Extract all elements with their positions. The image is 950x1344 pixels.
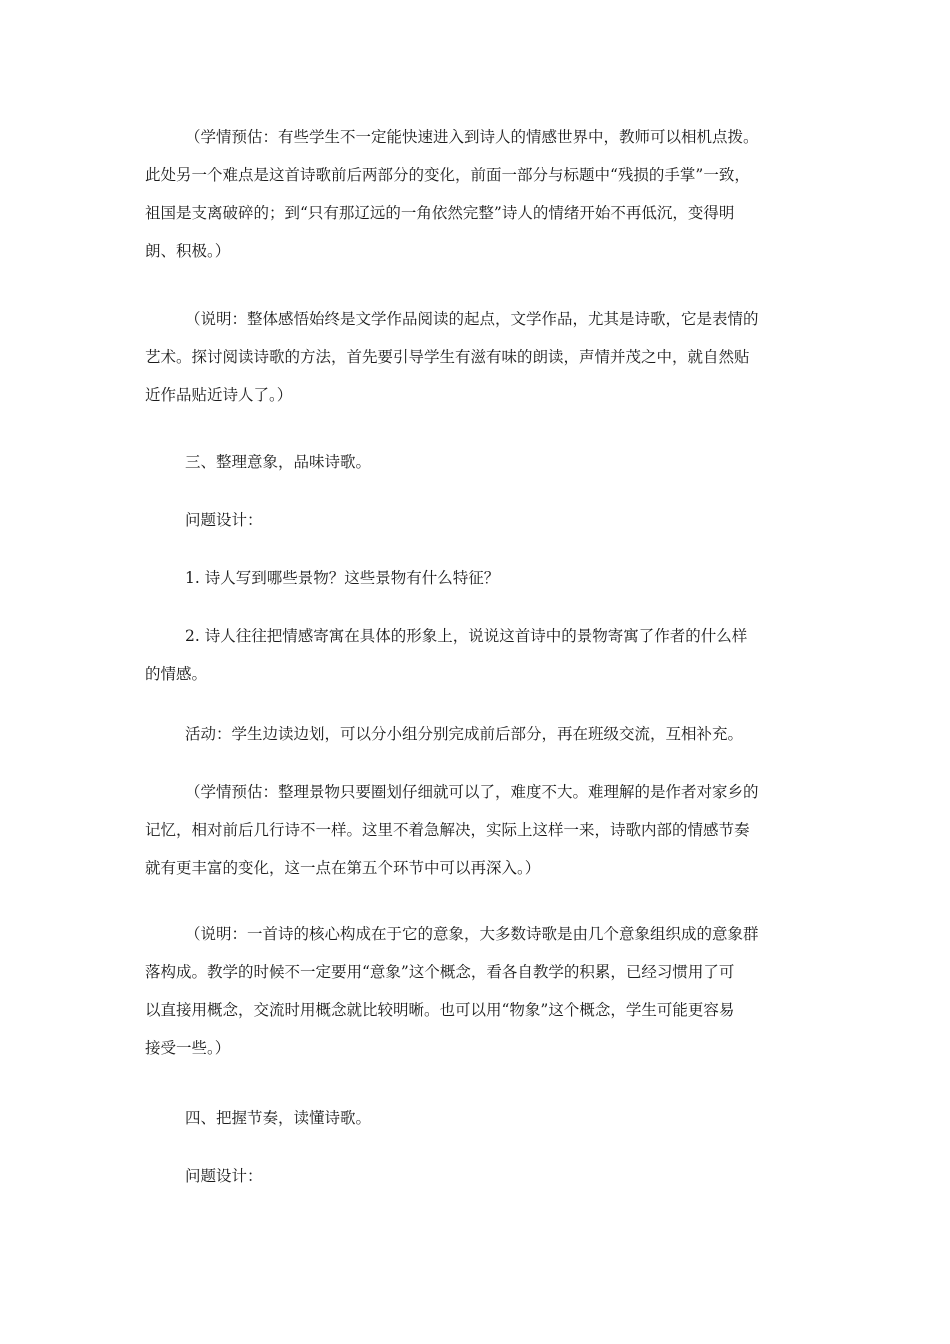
text-line: 问题设计： — [185, 511, 263, 529]
paragraph-note-1 — [145, 300, 805, 414]
section-heading-4 — [145, 1099, 805, 1137]
text-line: 问题设计： — [185, 1167, 263, 1185]
text-line: 祖国是支离破碎的；到“只有那辽远的一角依然完整”诗人的情绪开始不再低沉，变得明 — [145, 204, 735, 222]
question-item-1 — [145, 559, 805, 597]
paragraph-note-2 — [145, 915, 805, 1067]
text-line: 以直接用概念，交流时用概念就比较明晰。也可以用“物象”这个概念，学生可能更容易 — [145, 1001, 735, 1019]
question-design-label — [145, 501, 805, 539]
question-design-label-2 — [145, 1157, 805, 1195]
text-line: 记忆，相对前后几行诗不一样。这里不着急解决，实际上这样一来，诗歌内部的情感节奏 — [145, 821, 750, 839]
text-line: 2. 诗人往往把情感寄寓在具体的形象上，说说这首诗中的景物寄寓了作者的什么样 — [185, 627, 748, 645]
paragraph-study-estimate-2 — [145, 773, 805, 887]
text-line: 就有更丰富的变化，这一点在第五个环节中可以再深入。） — [145, 859, 541, 877]
text-line: 艺术。探讨阅读诗歌的方法，首先要引导学生有滋有味的朗读，声情并茂之中，就自然贴 — [145, 348, 750, 366]
text-line: （学情预估：整理景物只要圈划仔细就可以了，难度不大。难理解的是作者对家乡的 — [185, 783, 759, 801]
text-line: （说明：整体感悟始终是文学作品阅读的起点，文学作品，尤其是诗歌，它是表情的 — [185, 310, 759, 328]
text-line: 三、整理意象，品味诗歌。 — [185, 453, 372, 471]
text-line: 落构成。教学的时候不一定要用“意象”这个概念，看各自教学的积累，已经习惯用了可 — [145, 963, 735, 981]
paragraph-study-estimate-1 — [145, 118, 805, 270]
activity-paragraph — [145, 715, 805, 753]
text-line: （说明：一首诗的核心构成在于它的意象，大多数诗歌是由几个意象组织成的意象群 — [185, 925, 759, 943]
text-line: 四、把握节奏，读懂诗歌。 — [185, 1109, 372, 1127]
question-item-2 — [145, 617, 805, 693]
text-line: 接受一些。） — [145, 1039, 231, 1057]
section-heading-3 — [145, 443, 805, 481]
text-line: 活动：学生边读边划，可以分小组分别完成前后部分，再在班级交流，互相补充。 — [185, 725, 744, 743]
text-line: （学情预估：有些学生不一定能快速进入到诗人的情感世界中，教师可以相机点拨。 — [185, 128, 759, 146]
text-line: 此处另一个难点是这首诗歌前后两部分的变化，前面一部分与标题中“残损的手掌”一致， — [145, 166, 750, 184]
text-line: 的情感。 — [145, 665, 208, 683]
text-line: 近作品贴近诗人了。） — [145, 386, 293, 404]
text-line: 朗、积极。） — [145, 242, 231, 260]
text-line: 1. 诗人写到哪些景物？这些景物有什么特征？ — [185, 569, 500, 587]
